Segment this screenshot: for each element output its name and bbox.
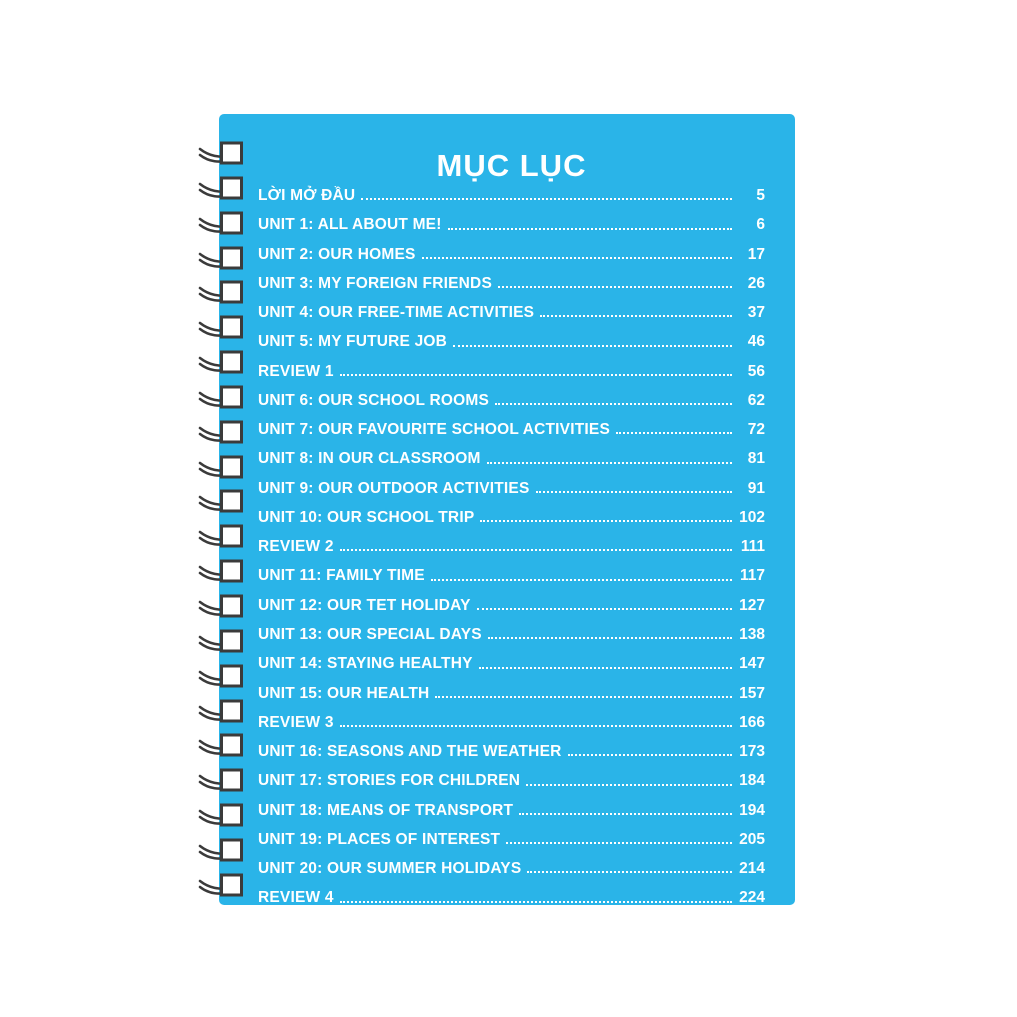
toc-entry-label: UNIT 3: MY FOREIGN FRIENDS: [258, 274, 492, 292]
toc-entry-page: 157: [739, 684, 765, 702]
toc-entry-label: REVIEW 1: [258, 362, 334, 380]
toc-entry: [258, 247, 765, 263]
toc-entry: [258, 861, 765, 877]
toc-entry-page: 72: [747, 421, 765, 439]
spiral-ring-icon: [197, 280, 245, 310]
toc-entry-label: UNIT 1: ALL ABOUT ME!: [258, 216, 442, 234]
dot-leader-icon: [568, 754, 732, 756]
toc-entry-label: UNIT 8: IN OUR CLASSROOM: [258, 450, 481, 468]
dot-leader-icon: [527, 871, 732, 873]
spiral-ring-icon: [197, 246, 245, 276]
toc-entry-page: 37: [747, 304, 765, 322]
spiral-ring-icon: [197, 350, 245, 380]
dot-leader-icon: [448, 228, 732, 230]
toc-entry-page: 194: [739, 801, 765, 819]
spiral-ring-icon: [197, 385, 245, 415]
spiral-ring-icon: [197, 176, 245, 206]
toc-entry: [258, 217, 765, 233]
dot-leader-icon: [340, 549, 732, 551]
toc-entry: [258, 568, 765, 584]
toc-entry: [258, 510, 765, 526]
toc-entry-page: 166: [739, 713, 765, 731]
toc-entry-label: UNIT 13: OUR SPECIAL DAYS: [258, 625, 482, 643]
toc-entry: [258, 481, 765, 497]
toc-entry-page: 127: [739, 596, 765, 614]
toc-entry-label: REVIEW 4: [258, 889, 334, 907]
toc-entry: [258, 686, 765, 702]
toc-entry: [258, 539, 765, 555]
toc-entry-page: 173: [739, 743, 765, 761]
toc-entry-page: 138: [739, 625, 765, 643]
spiral-ring-icon: [197, 489, 245, 519]
dot-leader-icon: [480, 520, 732, 522]
toc-entry: [258, 305, 765, 321]
toc-entry: [258, 393, 765, 409]
toc-entry-label: UNIT 16: SEASONS AND THE WEATHER: [258, 743, 562, 761]
spiral-ring-icon: [197, 873, 245, 903]
toc-entry: [258, 627, 765, 643]
dot-leader-icon: [506, 842, 732, 844]
dot-leader-icon: [422, 257, 732, 259]
toc-entry: [258, 832, 765, 848]
toc-entry-label: UNIT 17: STORIES FOR CHILDREN: [258, 772, 521, 790]
toc-entry-label: UNIT 20: OUR SUMMER HOLIDAYS: [258, 860, 522, 878]
spiral-ring-icon: [197, 629, 245, 659]
toc-entry-label: REVIEW 3: [258, 713, 334, 731]
toc-entry-label: REVIEW 2: [258, 538, 334, 556]
toc-entry: [258, 744, 765, 760]
toc-entry-label: UNIT 19: PLACES OF INTEREST: [258, 830, 501, 848]
toc-entry: [258, 803, 765, 819]
spiral-ring-icon: [197, 768, 245, 798]
dot-leader-icon: [488, 637, 732, 639]
spiral-ring-icon: [197, 733, 245, 763]
spiral-ring-icon: [197, 455, 245, 485]
spiral-ring-icon: [197, 594, 245, 624]
toc-entry-page: 205: [739, 830, 765, 848]
page-title: MỤC LỤC: [436, 148, 587, 183]
dot-leader-icon: [431, 579, 732, 581]
dot-leader-icon: [616, 432, 732, 434]
toc-entry-page: 102: [739, 508, 765, 526]
spiral-binding: [197, 141, 245, 903]
dot-leader-icon: [495, 403, 732, 405]
spiral-ring-icon: [197, 211, 245, 241]
toc-entry-label: UNIT 14: STAYING HEALTHY: [258, 655, 473, 673]
toc-entry: [258, 334, 765, 350]
spiral-ring-icon: [197, 420, 245, 450]
toc-entry: [258, 656, 765, 672]
dot-leader-icon: [540, 315, 732, 317]
toc-entry-page: 184: [739, 772, 765, 790]
toc-list: [258, 188, 765, 906]
spiral-ring-icon: [197, 838, 245, 868]
spiral-ring-icon: [197, 524, 245, 554]
toc-entry-page: 56: [747, 362, 765, 380]
dot-leader-icon: [340, 374, 732, 376]
dot-leader-icon: [477, 608, 732, 610]
toc-entry-label: UNIT 6: OUR SCHOOL ROOMS: [258, 391, 489, 409]
toc-entry: [258, 422, 765, 438]
toc-entry-page: 26: [747, 274, 765, 292]
dot-leader-icon: [453, 345, 732, 347]
spiral-ring-icon: [197, 664, 245, 694]
toc-entry-page: 117: [739, 567, 765, 585]
toc-entry: [258, 364, 765, 380]
dot-leader-icon: [487, 462, 732, 464]
toc-entry-label: UNIT 15: OUR HEALTH: [258, 684, 430, 702]
toc-entry: [258, 276, 765, 292]
toc-entry: [258, 451, 765, 467]
toc-entry-label: UNIT 7: OUR FAVOURITE SCHOOL ACTIVITIES: [258, 421, 610, 439]
toc-entry-page: 62: [747, 391, 765, 409]
spiral-ring-icon: [197, 559, 245, 589]
toc-entry: [258, 890, 765, 906]
dot-leader-icon: [519, 813, 732, 815]
toc-entry-page: 214: [739, 860, 765, 878]
toc-entry-label: UNIT 12: OUR TET HOLIDAY: [258, 596, 471, 614]
dot-leader-icon: [435, 696, 732, 698]
toc-entry-label: UNIT 10: OUR SCHOOL TRIP: [258, 508, 475, 526]
toc-entry: [258, 188, 765, 204]
toc-entry-page: 5: [756, 187, 765, 204]
dot-leader-icon: [340, 725, 732, 727]
toc-entry-page: 224: [739, 889, 765, 907]
toc-entry-label: UNIT 5: MY FUTURE JOB: [258, 333, 448, 351]
toc-entry-page: 91: [747, 479, 765, 497]
toc-entry: [258, 715, 765, 731]
toc-entry-label: UNIT 11: FAMILY TIME: [258, 567, 425, 585]
toc-entry-label: UNIT 4: OUR FREE-TIME ACTIVITIES: [258, 304, 535, 322]
toc-page: [219, 114, 795, 905]
toc-entry-page: 6: [756, 216, 765, 234]
spiral-ring-icon: [197, 315, 245, 345]
dot-leader-icon: [340, 901, 732, 903]
spiral-ring-icon: [197, 699, 245, 729]
toc-entry-label: LỜI MỞ ĐẦU: [258, 187, 356, 204]
toc-entry-page: 111: [740, 538, 765, 556]
spiral-ring-icon: [197, 141, 245, 171]
toc-entry-page: 81: [747, 450, 765, 468]
toc-entry-label: UNIT 18: MEANS OF TRANSPORT: [258, 801, 514, 819]
toc-entry: [258, 773, 765, 789]
dot-leader-icon: [536, 491, 732, 493]
toc-entry-page: 46: [747, 333, 765, 351]
dot-leader-icon: [526, 784, 732, 786]
dot-leader-icon: [479, 667, 732, 669]
dot-leader-icon: [361, 198, 732, 200]
dot-leader-icon: [498, 286, 732, 288]
toc-entry: [258, 598, 765, 614]
toc-entry-page: 17: [747, 245, 765, 263]
toc-entry-page: 147: [739, 655, 765, 673]
spiral-ring-icon: [197, 803, 245, 833]
toc-entry-label: UNIT 9: OUR OUTDOOR ACTIVITIES: [258, 479, 530, 497]
toc-entry-label: UNIT 2: OUR HOMES: [258, 245, 416, 263]
